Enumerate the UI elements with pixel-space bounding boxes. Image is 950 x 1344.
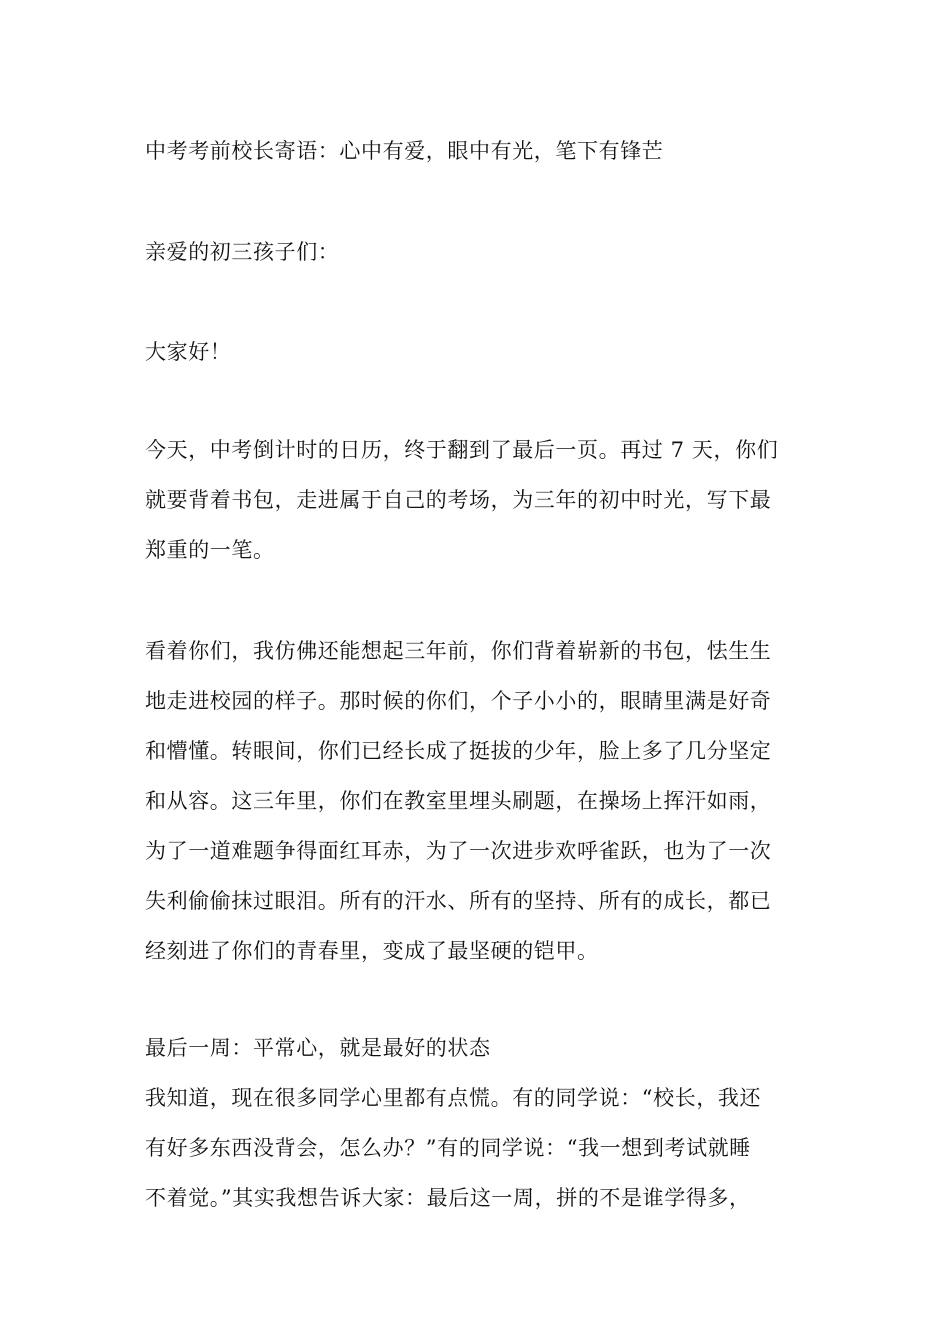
paragraph-line: 失利偷偷抹过眼泪。所有的汗水、所有的坚持、所有的成长，都已 [145, 889, 772, 913]
paragraph-line: 看着你们，我仿佛还能想起三年前，你们背着崭新的书包，怯生生 [145, 639, 772, 663]
paragraph-countdown [145, 425, 810, 575]
paragraph-line: 和懵懂。转眼间，你们已经长成了挺拔的少年，脸上多了几分坚定 [145, 739, 772, 763]
greeting [145, 327, 810, 377]
salutation [145, 227, 810, 277]
document-title [145, 126, 810, 176]
paragraph-line: 就要背着书包，走进属于自己的考场，为三年的初中时光，写下最 [145, 488, 772, 512]
title-line: 中考考前校长寄语：心中有爱，眼中有光，笔下有锋芒 [145, 139, 664, 163]
paragraph-line: 和从容。这三年里，你们在教室里埋头刷题，在操场上挥汗如雨， [145, 789, 772, 813]
heading-line: 最后一周：平常心，就是最好的状态 [145, 1036, 491, 1060]
paragraph-line: 我知道，现在很多同学心里都有点慌。有的同学说：“校长，我还 [145, 1086, 762, 1110]
paragraph-final-week [145, 1073, 810, 1223]
paragraph-line: 今天，中考倒计时的日历，终于翻到了最后一页。再过 7 天，你们 [145, 438, 779, 462]
paragraph-line: 有好多东西没背会，怎么办？”有的同学说：“我一想到考试就睡 [145, 1136, 751, 1160]
paragraph-line: 经刻进了你们的青春里，变成了最坚硬的铠甲。 [145, 939, 599, 963]
paragraph-line: 地走进校园的样子。那时候的你们，个子小小的，眼睛里满是好奇 [145, 689, 772, 713]
paragraph-line: 不着觉。”其实我想告诉大家：最后这一周，拼的不是谁学得多， [145, 1186, 751, 1210]
salutation-line: 亲爱的初三孩子们： [145, 240, 340, 264]
paragraph-line: 为了一道难题争得面红耳赤，为了一次进步欢呼雀跃，也为了一次 [145, 839, 772, 863]
greeting-line: 大家好！ [145, 340, 232, 364]
paragraph-memories [145, 626, 810, 976]
section-heading [145, 1023, 810, 1073]
paragraph-line: 郑重的一笔。 [145, 538, 275, 562]
